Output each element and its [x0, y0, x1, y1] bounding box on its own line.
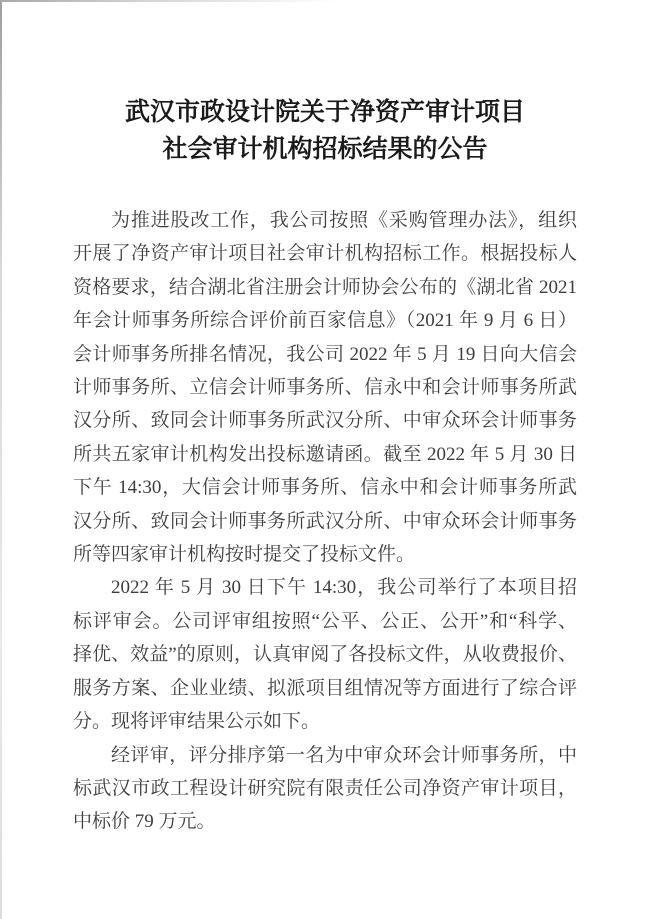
text-line: 2022 年 5 月 30 日下午 14:30，我公司举行了本项目招: [111, 577, 577, 599]
text-line: 所共五家审计机构发出投标邀请函。截至 2022 年 5 月 30 日: [73, 443, 577, 465]
text-line: 年会计师事务所综合评价前百家信息》（2021 年 9 月 6 日）: [73, 310, 577, 332]
text-line: 所等四家审计机构按时提交了投标文件。: [73, 544, 416, 566]
paragraph: [73, 571, 577, 738]
paragraph: [73, 739, 577, 839]
document-title-line-1: 武汉市政设计院关于净资产审计项目: [124, 99, 525, 126]
text-line: 开展了净资产审计项目社会审计机构招标工作。根据投标人: [73, 243, 577, 265]
paragraph: [73, 204, 577, 571]
text-line: 中标价 79 万元。: [73, 811, 216, 833]
text-line: 下午 14:30，大信会计师事务所、信永中和会计师事务所武: [73, 477, 577, 499]
text-line: 会计师事务所排名情况，我公司 2022 年 5 月 19 日向大信会: [73, 343, 577, 365]
text-line: 为推进股改工作，我公司按照《采购管理办法》，组织: [111, 210, 577, 231]
scan-edge-top-artifact: [0, 0, 340, 2]
text-line: 服务方案、企业业绩、拟派项目组情况等方面进行了综合评: [73, 677, 577, 699]
text-line: 标评审会。公司评审组按照“公平、公正、公开”和“科学、: [73, 610, 577, 632]
text-line: 计师事务所、立信会计师事务所、信永中和会计师事务所武: [73, 377, 577, 399]
text-line: 汉分所、致同会计师事务所武汉分所、中审众环会计师事务: [73, 510, 577, 532]
text-line: 标武汉市政工程设计研究院有限责任公司净资产审计项目，: [73, 777, 577, 799]
text-line: 择优、效益”的原则，认真审阅了各投标文件，从收费报价、: [73, 644, 577, 666]
text-line: 资格要求，结合湖北省注册会计师协会公布的《湖北省 2021: [73, 276, 577, 298]
document-body: [73, 204, 577, 839]
document-title: [0, 94, 650, 168]
text-line: 经评审，评分排序第一名为中审众环会计师事务所，中: [111, 744, 577, 766]
text-line: 汉分所、致同会计师事务所武汉分所、中审众环会计师事务: [73, 410, 577, 432]
document-title-line-2: 社会审计机构招标结果的公告: [162, 136, 488, 163]
text-line: 分。现将评审结果公示如下。: [73, 711, 321, 733]
